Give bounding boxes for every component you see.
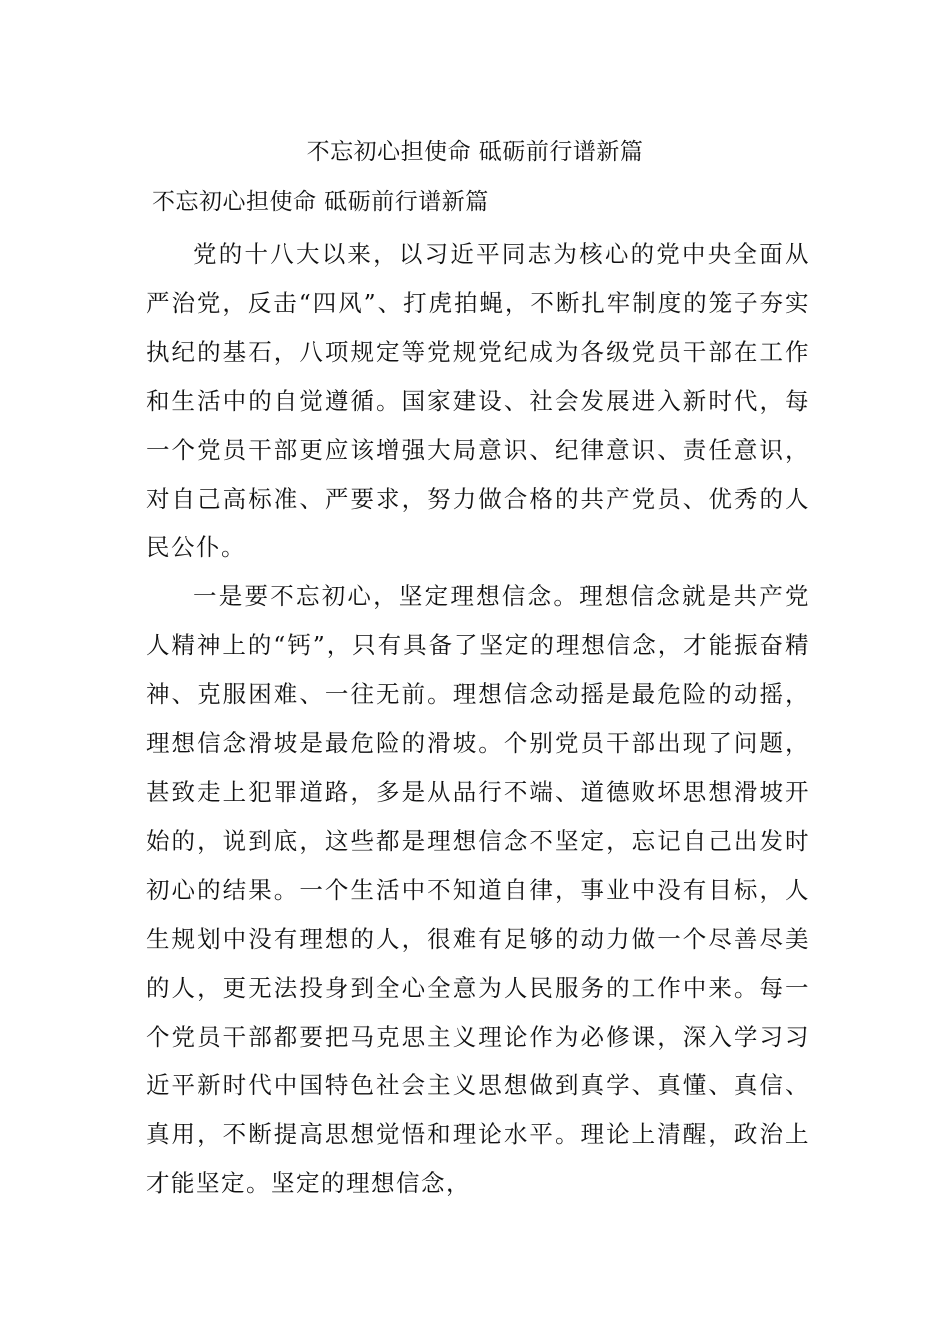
document-title: 不忘初心担使命 砥砺前行谱新篇 [306,139,644,165]
paragraph-intro: 党的十八大以来，以习近平同志为核心的党中央全面从严治党，反击“四风”、打虎拍蝇，不断扎牢制度的笼子夯实执纪的基石，八项规定等党规党纪成为各级党员干部在工作和生活中的自觉遵循。国家建设、社会发展进入新时代，每一个党员干部更应该增强大局意识、纪律意识、责任意识，对自己高标准、严要求，努力做合格的共产党员、优秀的人民公仆。 [146,240,810,562]
document-body [146,230,810,1208]
document-subtitle: 不忘初心担使命 砥砺前行谱新篇 [152,189,489,215]
paragraph-point-one: 一是要不忘初心，坚定理想信念。理想信念就是共产党人精神上的“钙”，只有具备了坚定的理想信念，才能振奋精神、克服困难、一往无前。理想信念动摇是最危险的动摇，理想信念滑坡是最危险的滑坡。个别党员干部出现了问题，甚致走上犯罪道路，多是从品行不端、道德败坏思想滑坡开始的，说到底，这些都是理想信念不坚定，忘记自己出发时初心的结果。一个生活中不知道自律，事业中没有目标，人生规划中没有理想的人，很难有足够的动力做一个尽善尽美的人，更无法投身到全心全意为人民服务的工作中来。每一个党员干部都要把马克思主义理论作为必修课，深入学习习近平新时代中国特色社会主义思想做到真学、真懂、真信、真用，不断提高思想觉悟和理论水平。理论上清醒，政治上才能坚定。坚定的理想信念， [146,582,810,1198]
